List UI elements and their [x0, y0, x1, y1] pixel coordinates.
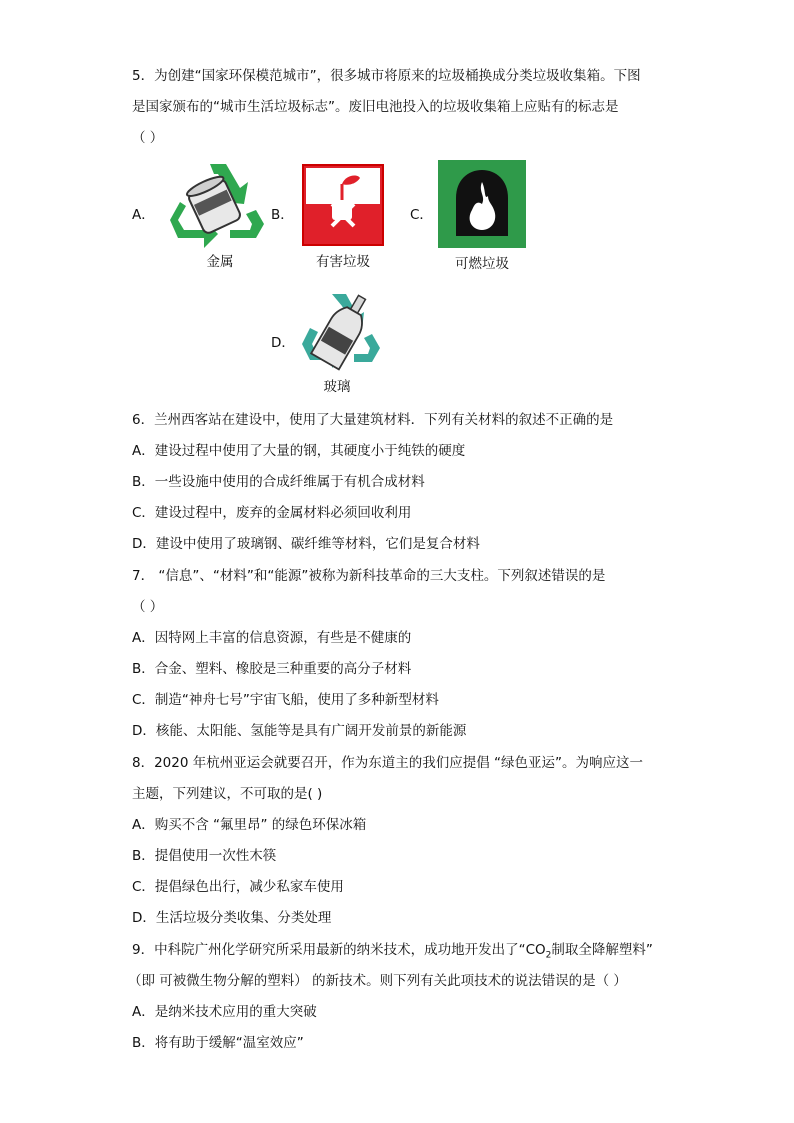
recycle-can-icon	[160, 160, 270, 250]
q5-option-c-letter: C．	[410, 207, 433, 223]
q5-option-c-caption: 可燃垃圾	[455, 256, 509, 272]
q9-stem-line1-part1: 9．中科院广州化学研究所采用最新的纳米技术，成功地开发出了“CO	[132, 942, 546, 958]
q5-option-a-caption: 金属	[206, 254, 234, 270]
q8-option-b: B．提倡使用一次性木筷	[132, 848, 277, 864]
q6-stem: 6．兰州西客站在建设中，使用了大量建筑材料．下列有关材料的叙述不正确的是	[132, 412, 614, 428]
q8-stem-line2: 主题，下列建议，不可取的是( )	[132, 786, 323, 802]
q8-option-c: C．提倡绿色出行，减少私家车使用	[132, 879, 344, 895]
q7-option-b: B．合金、塑料、橡胶是三种重要的高分子材料	[132, 661, 412, 677]
recycle-bottle-icon	[298, 290, 386, 372]
q5-option-b-caption: 有害垃圾	[316, 254, 370, 270]
q9-stem-line1	[132, 940, 653, 966]
q6-option-a: A．建设过程中使用了大量的钢，其硬度小于纯铁的硬度	[132, 443, 466, 459]
q9-option-a: A．是纳米技术应用的重大突破	[132, 1004, 317, 1020]
q5-stem-line2: 是国家颁布的“城市生活垃圾标志”。废旧电池投入的垃圾收集箱上应贴有的标志是	[132, 99, 619, 115]
q8-option-d: D．生活垃圾分类收集、分类处理	[132, 910, 332, 926]
q5-option-b-letter: B．	[271, 207, 294, 223]
q8-option-a: A．购买不含 “氟里昂” 的绿色环保冰箱	[132, 817, 367, 833]
hazardous-icon	[302, 164, 384, 246]
q5-stem-line1: 5．为创建“国家环保模范城市”，很多城市将原来的垃圾桶换成分类垃圾收集箱。下图	[132, 68, 641, 84]
q7-option-d: D．核能、太阳能、氢能等是具有广阔开发前景的新能源	[132, 723, 467, 739]
q5-option-a-letter: A．	[132, 207, 155, 223]
q8-stem-line1: 8．2020 年杭州亚运会就要召开，作为东道主的我们应提倡 “绿色亚运”。为响应这一	[132, 755, 644, 771]
flame-icon	[438, 160, 526, 248]
q7-option-c: C．制造“神舟七号”宇宙飞船，使用了多种新型材料	[132, 692, 439, 708]
q5-paren: （ ）	[132, 130, 164, 146]
q9-co2-subscript: 2	[545, 950, 552, 961]
q9-stem-line1-part2: 制取全降解塑料”	[551, 942, 653, 958]
q9-stem-line2: （即 可被微生物分解的塑料） 的新技术。则下列有关此项技术的说法错误的是（ ）	[128, 973, 627, 989]
q6-option-c: C．建设过程中，废弃的金属材料必须回收利用	[132, 505, 412, 521]
q5-option-d-caption: 玻璃	[323, 379, 351, 395]
q5-option-d-letter: D．	[271, 335, 295, 351]
q7-paren: （ ）	[132, 599, 164, 615]
q6-option-b: B．一些设施中使用的合成纤维属于有机合成材料	[132, 474, 425, 490]
q7-stem: 7． “信息”、“材料”和“能源”被称为新科技革命的三大支柱。下列叙述错误的是	[132, 568, 606, 584]
q9-option-b: B．将有助于缓解“温室效应”	[132, 1035, 304, 1051]
q6-option-d: D．建设中使用了玻璃钢、碳纤维等材料，它们是复合材料	[132, 536, 480, 552]
q7-option-a: A．因特网上丰富的信息资源，有些是不健康的	[132, 630, 412, 646]
